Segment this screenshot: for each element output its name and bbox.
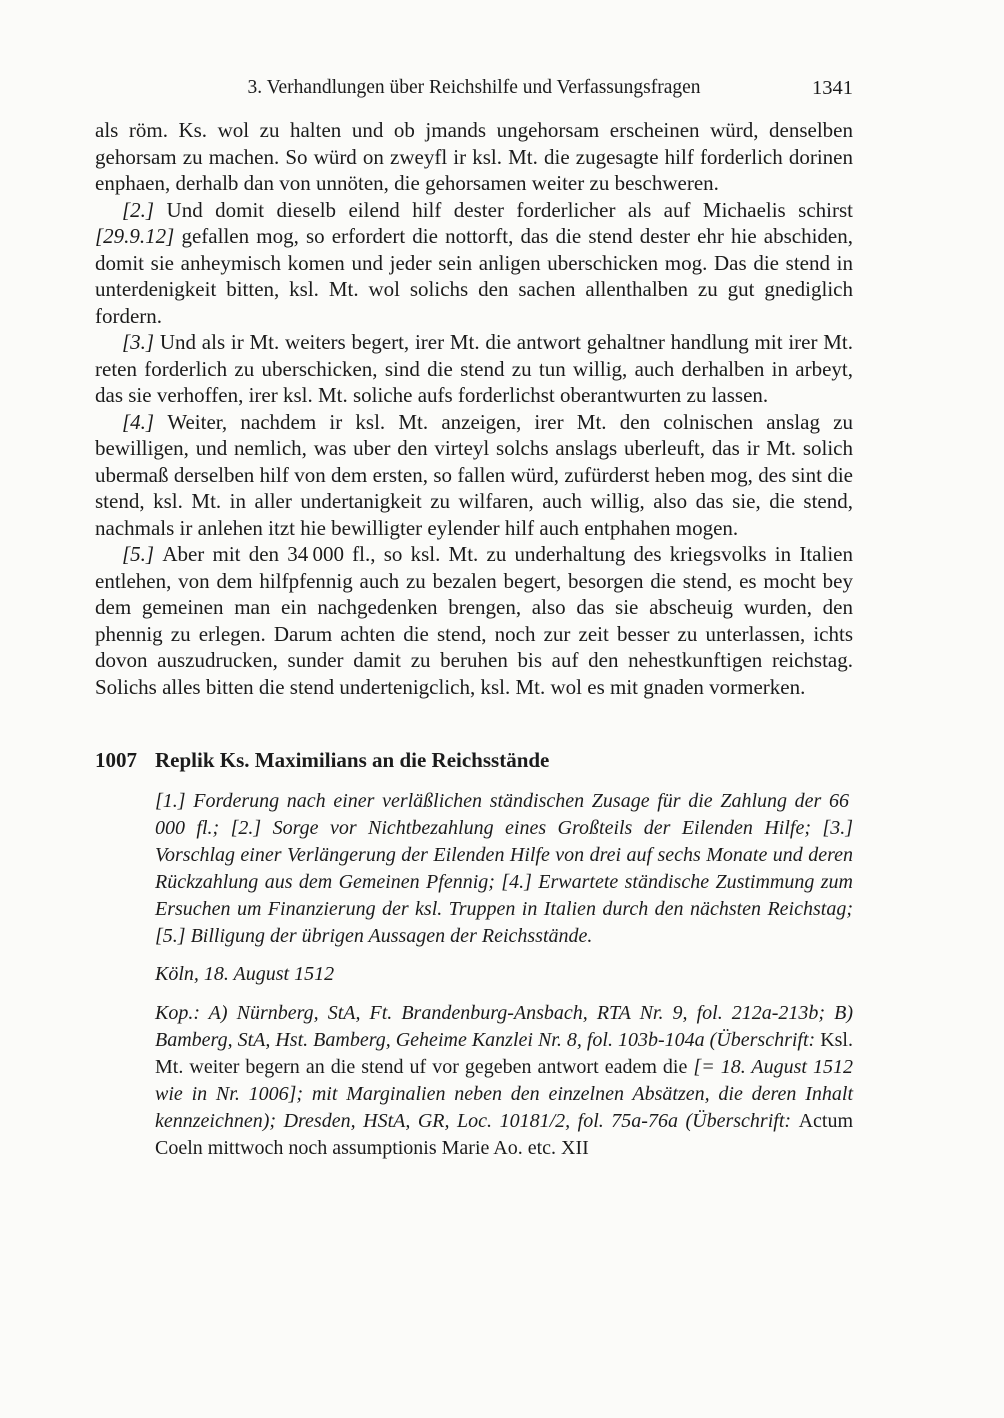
entry-heading [95, 747, 853, 774]
entry-body [155, 788, 853, 1162]
entry-title: Replik Ks. Maximilians an die Reichsstände [155, 748, 550, 772]
editorial-date: [29.9.12] [95, 224, 175, 248]
paragraph-text: Weiter, nachdem ir ksl. Mt. anzeigen, irer Mt. den colnischen anslag zu bewilligen, und nemlich, was uber den virteyl solchs anslags uberleuft, das ir Mt. solich ubermaß derselben hilf von dem ersten, so fallen würd, zufürderst heben mog, des sint die stend, ksl. Mt. in aller undertanigkeit zu wilfaren, auch willig, also das sie, die stend, nachmals ir anlehen itzt hie bewilligter eylender hilf auch entphahen mogen. [95, 409, 853, 540]
main-text [95, 117, 853, 700]
source-note: [= 18. August 1512 wie in Nr. 1006]; mit Marginalien neben den einzelnen Absätzen, die deren Inhalt kennzeichnen); Dresden, HStA, GR, Loc. 10181/2, fol. 75a-76a (Überschrift: [155, 1056, 853, 1132]
paragraph-text: Aber mit den 34 000 fl., so ksl. Mt. zu underhaltung des kriegsvolks in Italien entlehen, von dem hilfpfennig auch zu bezalen begert, besorgen die stend, es mocht bey dem gemeinen man ein nachgedenken brengen, also das sie abscheuig wurden, den phennig zu erlegen. Darum achten die stend, noch zur zeit besser zu unterlassen, ichts dovon auszudrucken, sunder damit zu beruhen bis auf den nehestkunftigen reichstag. Solichs alles bitten die stend undertenigclich, ksl. Mt. wol es mit gnaden vormerken. [95, 542, 853, 699]
running-title: 3. Verhandlungen über Reichshilfe und Verfassungsfragen [247, 77, 701, 98]
paragraph-marker: [2.] [122, 197, 167, 222]
quoted-heading: Actum Coeln mittwoch noch assumptionis Marie Ao. etc. XII [155, 1110, 853, 1159]
entry-dateline: Köln, 18. August 1512 [155, 963, 335, 985]
body-paragraph-3 [95, 329, 853, 409]
entry-number: 1007 [95, 748, 137, 772]
paragraph-text: Und domit dieselb eilend hilf dester forderlicher als auf Michaelis schirst [166, 197, 853, 222]
paragraph-text: gefallen mog, so erfordert die nottorft, das die stend dester ehr hie abschiden, domit sie anheymisch komen und jeder sein anligen uberschicken mog. Das die stend in unterdenigkeit bitten, ksl. Mt. wol solichs den sachen allenthalben zu gut gnediglich fordern. [95, 224, 853, 328]
page-number: 1341 [812, 77, 853, 99]
paragraph-text: Und als ir Mt. weiters begert, irer Mt. die antwort gehaltner handlung mit irer Mt. reten forderlich zu uberschicken, sind die stend zu tun willig, auch derhalben in arbeyt, das sie verhoffen, irer ksl. Mt. soliche aufs forderlichst oberantwurten zu lassen. [95, 330, 853, 407]
quoted-heading: Ksl. Mt. weiter begern an die stend uf vor gegeben antwort eadem die [155, 1029, 853, 1078]
paragraph-marker: [3.] [122, 330, 160, 354]
entry-summary: [1.] Forderung nach einer verläßlichen ständischen Zusage für die Zahlung der 66 000 fl.; [2.] Sorge vor Nichtbezahlung eines Großteils der Eilenden Hilfe; [3.] Vorschlag einer Verlängerung der Eilenden Hilfe von drei auf sechs Monate und deren Rückzahlung aus dem Gemeinen Pfennig; [4.] Erwartete ständische Zustimmung zum Ersuchen um Finanzierung der ksl. Truppen in Italien durch den nächsten Reichstag; [5.] Billigung der übrigen Aussagen der Reichsstände. [155, 790, 853, 947]
body-paragraph-2 [95, 197, 853, 330]
body-paragraph-5 [95, 541, 853, 700]
paragraph-text: als röm. Ks. wol zu halten und ob jmands ungehorsam erscheinen würd, denselben gehorsam zu machen. So würd on zweyfl ir ksl. Mt. die zugesagte hilf forderlich dorinen enphaen, derhalb dan von unnöten, die gehorsamen weiter zu beschweren. [95, 118, 853, 195]
paragraph-marker: [5.] [122, 542, 163, 566]
paragraph-marker: [4.] [122, 409, 168, 434]
entry-sources [155, 1000, 853, 1162]
entry-1007 [95, 747, 853, 1162]
source-note: Kop.: A) Nürnberg, StA, Ft. Brandenburg-Ansbach, RTA Nr. 9, fol. 212a-213b; B) Bamberg, StA, Hst. Bamberg, Geheime Kanzlei Nr. 8, fol. 103b-104a (Überschrift: [155, 1002, 853, 1051]
page-header [95, 76, 853, 100]
body-paragraph-1 [95, 117, 853, 197]
body-paragraph-4 [95, 409, 853, 542]
text-block [95, 76, 853, 1162]
